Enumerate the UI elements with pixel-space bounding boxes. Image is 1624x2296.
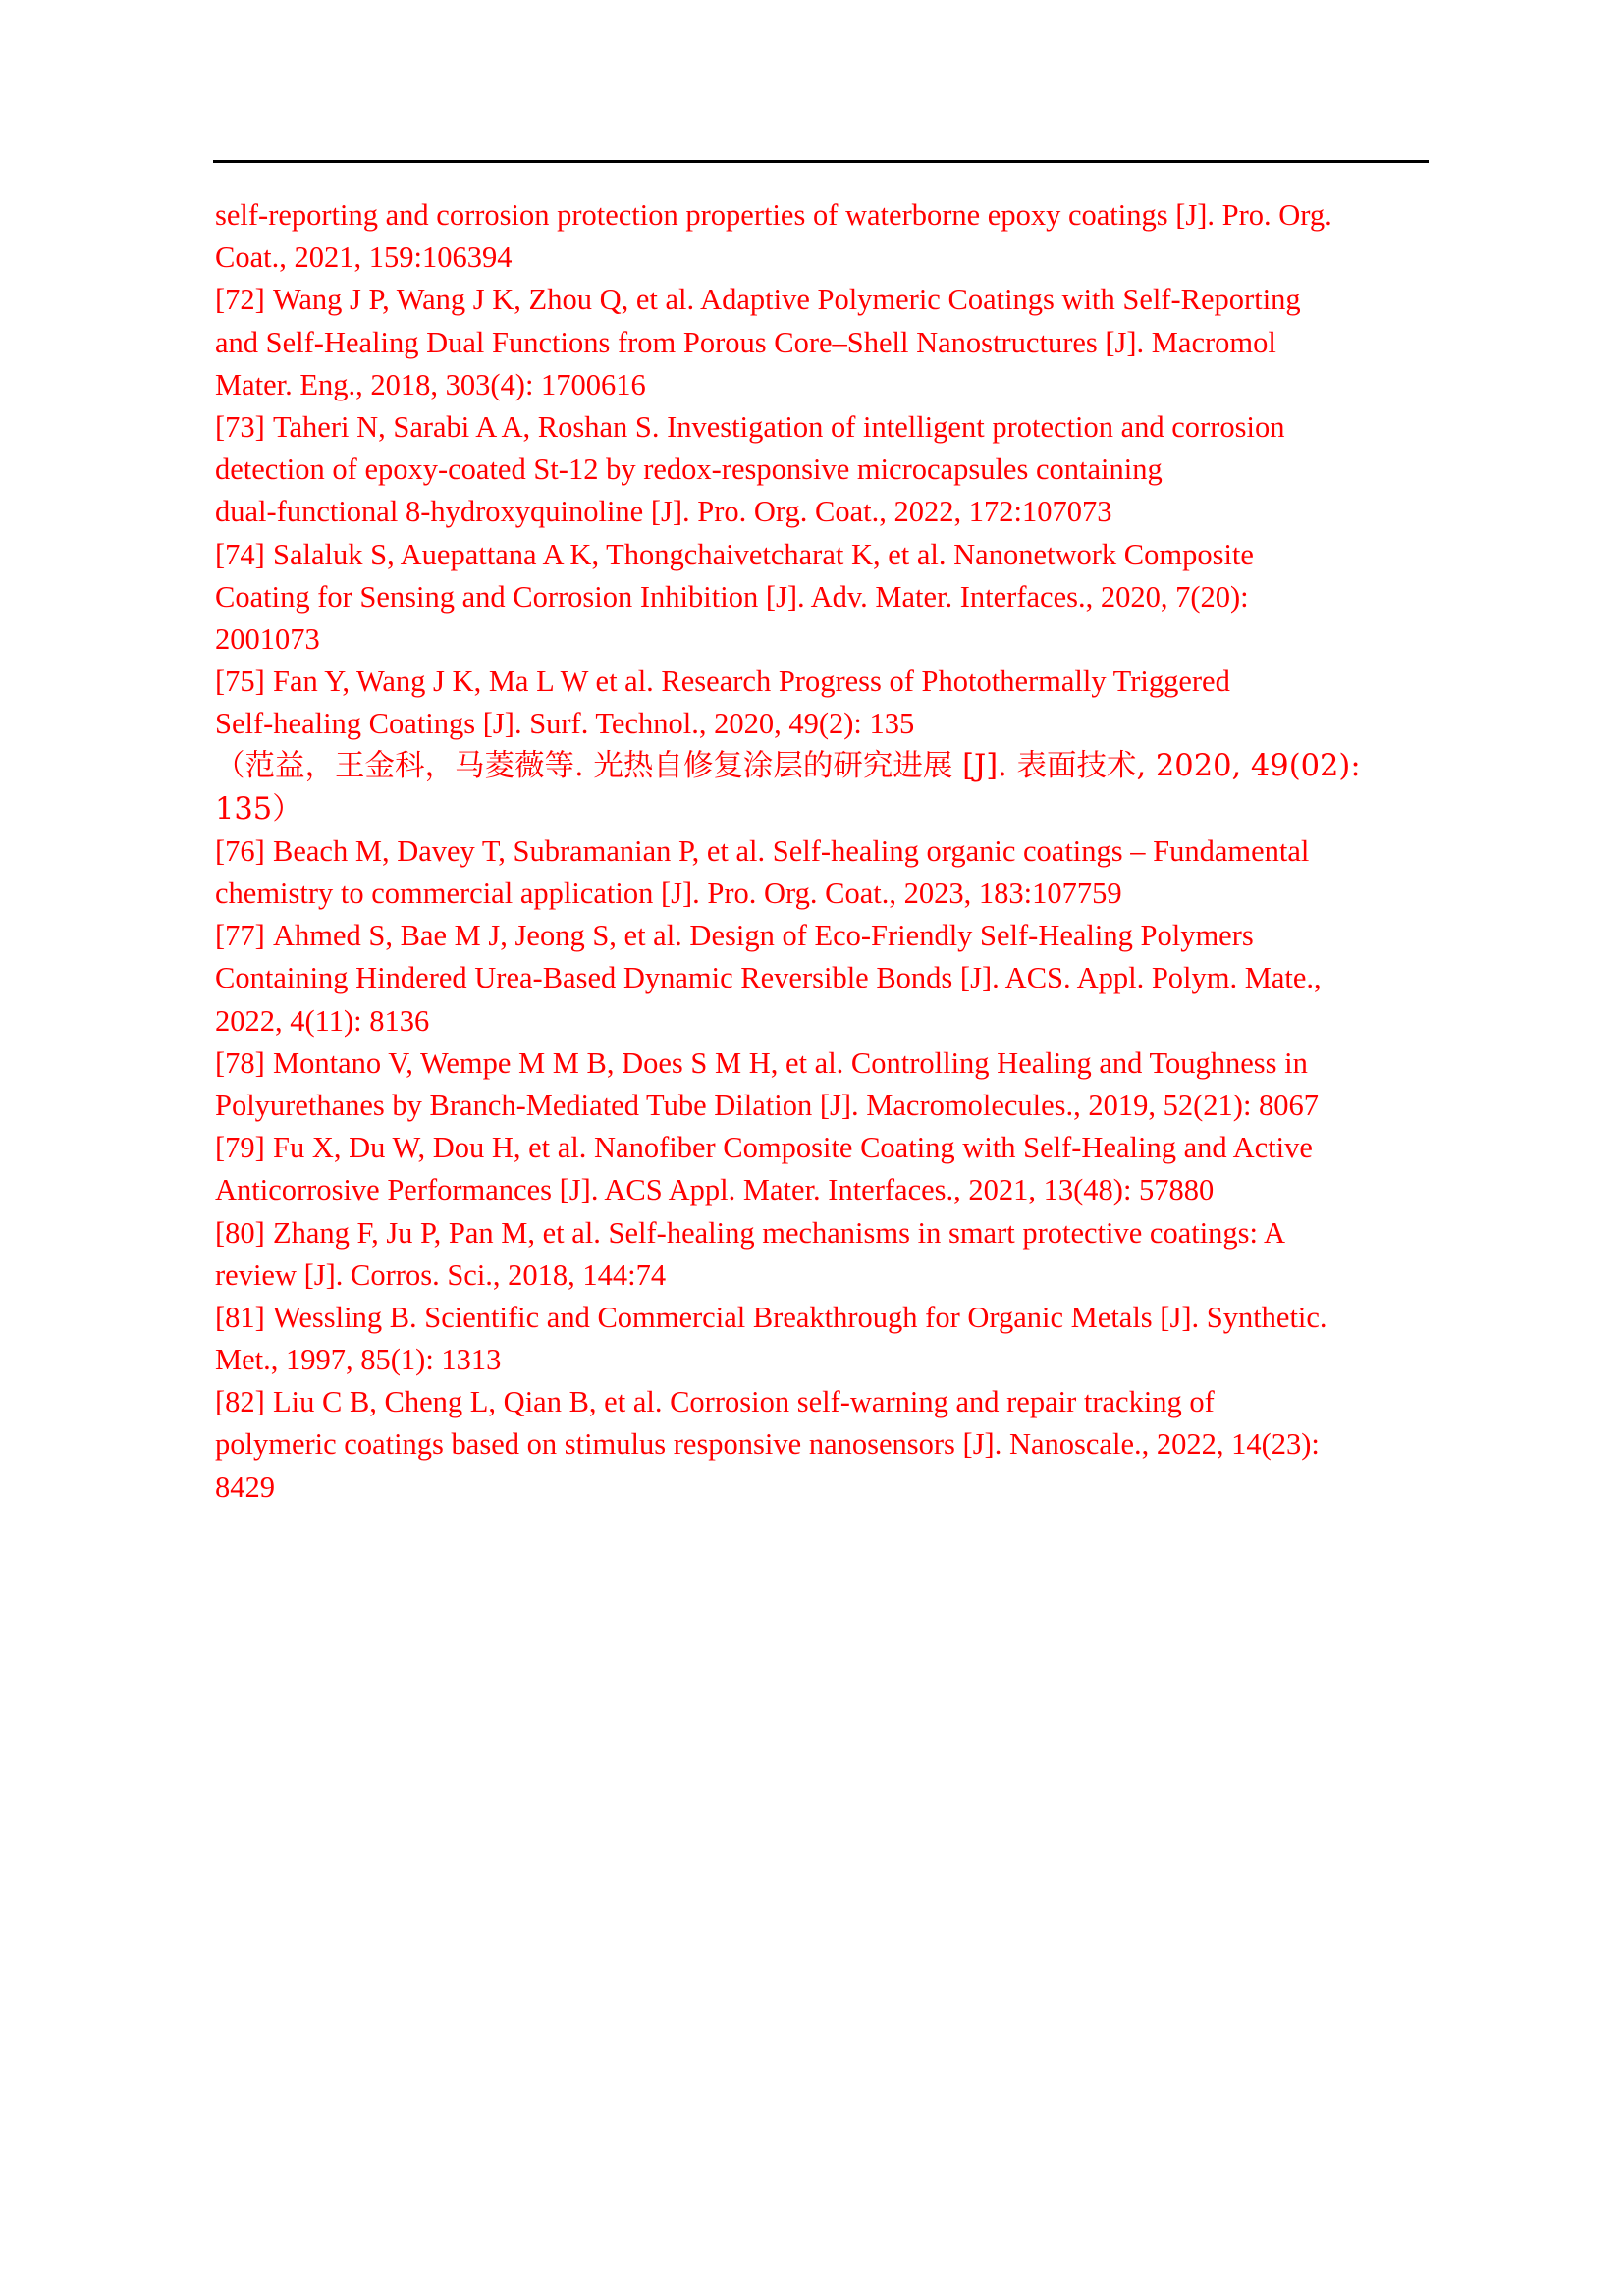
reference-line — [215, 449, 1437, 491]
reference-line — [215, 279, 1437, 321]
reference-entry — [215, 406, 1437, 534]
reference-text: review [J]. Corros. Sci., 2018, 144:74 — [215, 1257, 667, 1292]
reference-text: Taheri N, Sarabi A A, Roshan S. Investigation of intelligent protection and corrosion — [273, 409, 1285, 444]
reference-line — [215, 1255, 1437, 1297]
reference-text: 8429 — [215, 1469, 275, 1504]
reference-entry — [215, 534, 1437, 662]
reference-text: detection of epoxy-coated St-12 by redox-responsive microcapsules containing — [215, 453, 1163, 487]
reference-line — [215, 534, 1437, 576]
reference-text: Polyurethanes by Branch-Mediated Tube Dilation [J]. Macromolecules., 2019, 52(21): 8067 — [215, 1088, 1320, 1122]
reference-number: [79] — [215, 1131, 265, 1165]
reference-number: [76] — [215, 833, 265, 868]
reference-text: 2022, 4(11): 8136 — [215, 1003, 430, 1038]
reference-text: Coat., 2021, 159:106394 — [215, 240, 513, 275]
reference-text: Fu X, Du W, Dou H, et al. Nanofiber Composite Coating with Self-Healing and Active — [273, 1131, 1313, 1165]
reference-line — [215, 1127, 1437, 1169]
reference-text: Montano V, Wempe M M B, Does S M H, et al. Controlling Healing and Toughness in — [273, 1045, 1308, 1080]
reference-entry — [215, 830, 1437, 915]
reference-text: chemistry to commercial application [J]. Pro. Org. Coat., 2023, 183:107759 — [215, 877, 1122, 910]
reference-line — [215, 957, 1437, 999]
reference-number: [77] — [215, 919, 265, 953]
reference-text: Salaluk S, Auepattana A K, Thongchaivetcharat K, et al. Nanonetwork Composite — [273, 537, 1254, 571]
reference-text: Beach M, Davey T, Subramanian P, et al. Self-healing organic coatings – Fundamental — [273, 833, 1310, 868]
reference-line — [215, 1339, 1437, 1381]
reference-line — [215, 661, 1437, 703]
reference-line — [215, 322, 1437, 364]
reference-text: Self-healing Coatings [J]. Surf. Technol., 2020, 49(2): 135 — [215, 707, 915, 741]
reference-text: polymeric coatings based on stimulus responsive nanosensors [J]. Nanoscale., 2022, 14(23): — [215, 1427, 1320, 1462]
reference-text: Coating for Sensing and Corrosion Inhibition [J]. Adv. Mater. Interfaces., 2020, 7(20): — [215, 579, 1249, 614]
reference-text: （范益，王金科，马菱薇等. 光热自修复涂层的研究进展 [J]. 表面技术, 2020, 49(02): — [215, 749, 1361, 784]
reference-line — [215, 873, 1437, 915]
reference-entry — [215, 915, 1437, 1042]
reference-line — [215, 194, 1437, 237]
reference-text: Wessling B. Scientific and Commercial Breakthrough for Organic Metals [J]. Synthetic. — [273, 1300, 1327, 1334]
reference-entry — [215, 279, 1437, 406]
reference-line — [215, 915, 1437, 957]
reference-text: Mater. Eng., 2018, 303(4): 1700616 — [215, 367, 646, 401]
reference-number: [78] — [215, 1045, 265, 1080]
reference-entry — [215, 1042, 1437, 1127]
reference-text: 2001073 — [215, 621, 320, 656]
reference-line — [215, 1381, 1437, 1423]
reference-text: 135） — [215, 791, 302, 827]
reference-line — [215, 406, 1437, 449]
reference-entry — [215, 194, 1437, 279]
reference-line — [215, 1297, 1437, 1339]
reference-line — [215, 237, 1437, 279]
reference-text: self-reporting and corrosion protection properties of waterborne epoxy coatings [J]. Pro. Org. — [215, 198, 1332, 232]
reference-line — [215, 491, 1437, 533]
reference-entry — [215, 1297, 1437, 1381]
reference-line — [215, 1467, 1437, 1509]
reference-text: Anticorrosive Performances [J]. ACS Appl. Mater. Interfaces., 2021, 13(48): 57880 — [215, 1173, 1215, 1207]
reference-entry — [215, 1127, 1437, 1211]
reference-entry — [215, 1212, 1437, 1297]
reference-number: [73] — [215, 409, 265, 444]
header-rule — [213, 160, 1429, 163]
reference-line — [215, 745, 1437, 787]
reference-list — [215, 194, 1437, 1509]
reference-text: Zhang F, Ju P, Pan M, et al. Self-healing mechanisms in smart protective coatings: A — [273, 1215, 1285, 1250]
reference-line — [215, 703, 1437, 745]
reference-number: [75] — [215, 665, 265, 699]
reference-number: [81] — [215, 1300, 265, 1334]
reference-line — [215, 576, 1437, 618]
reference-entry — [215, 661, 1437, 830]
reference-line — [215, 1000, 1437, 1042]
reference-number: [82] — [215, 1385, 265, 1419]
reference-line — [215, 1212, 1437, 1255]
reference-entry — [215, 1381, 1437, 1509]
reference-line — [215, 830, 1437, 873]
reference-line — [215, 788, 1437, 830]
reference-text: Met., 1997, 85(1): 1313 — [215, 1343, 502, 1377]
reference-line — [215, 1169, 1437, 1211]
reference-line — [215, 364, 1437, 406]
reference-line — [215, 1042, 1437, 1085]
reference-number: [74] — [215, 537, 265, 571]
reference-text: dual-functional 8-hydroxyquinoline [J]. Pro. Org. Coat., 2022, 172:107073 — [215, 495, 1112, 529]
reference-text: Ahmed S, Bae M J, Jeong S, et al. Design of Eco-Friendly Self-Healing Polymers — [273, 919, 1254, 953]
reference-text: Containing Hindered Urea-Based Dynamic Reversible Bonds [J]. ACS. Appl. Polym. Mate., — [215, 961, 1322, 995]
reference-line — [215, 1423, 1437, 1466]
reference-text: Wang J P, Wang J K, Zhou Q, et al. Adaptive Polymeric Coatings with Self-Reporting — [273, 283, 1301, 317]
reference-number: [72] — [215, 283, 265, 317]
reference-text: Liu C B, Cheng L, Qian B, et al. Corrosion self-warning and repair tracking of — [273, 1385, 1215, 1419]
reference-line — [215, 618, 1437, 661]
reference-text: Fan Y, Wang J K, Ma L W et al. Research Progress of Photothermally Triggered — [273, 665, 1230, 699]
reference-number: [80] — [215, 1215, 265, 1250]
reference-line — [215, 1085, 1437, 1127]
reference-text: and Self-Healing Dual Functions from Porous Core–Shell Nanostructures [J]. Macromol — [215, 325, 1276, 359]
